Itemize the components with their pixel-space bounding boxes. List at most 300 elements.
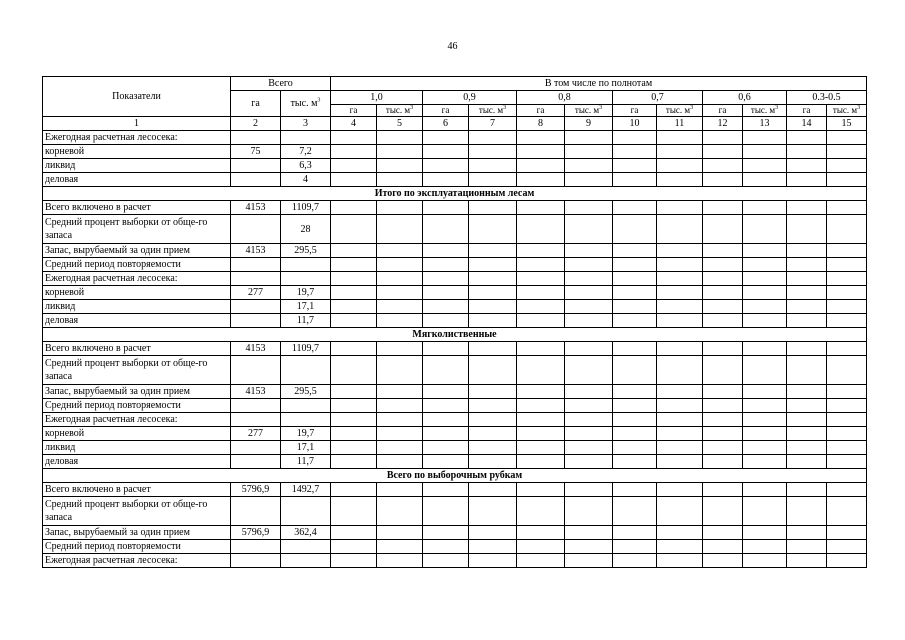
cell-total-ha: 277 bbox=[231, 286, 281, 300]
empty-cell bbox=[743, 159, 787, 173]
table-row bbox=[43, 201, 867, 215]
empty-cell bbox=[377, 244, 423, 258]
empty-cell bbox=[613, 173, 657, 187]
empty-cell bbox=[827, 483, 867, 497]
empty-cell bbox=[703, 413, 743, 427]
empty-cell bbox=[565, 342, 613, 356]
empty-cell bbox=[423, 385, 469, 399]
row-label: корневой bbox=[43, 145, 231, 159]
row-label: Ежегодная расчетная лесосека: bbox=[43, 272, 231, 286]
empty-cell bbox=[331, 526, 377, 540]
column-number: 8 bbox=[517, 117, 565, 131]
cell-total-ha bbox=[231, 413, 281, 427]
column-number: 4 bbox=[331, 117, 377, 131]
empty-cell bbox=[565, 159, 613, 173]
empty-cell bbox=[613, 356, 657, 385]
empty-cell bbox=[703, 356, 743, 385]
empty-cell bbox=[331, 145, 377, 159]
table-row bbox=[43, 356, 867, 385]
row-label: Средний период повторяемости bbox=[43, 258, 231, 272]
empty-cell bbox=[613, 342, 657, 356]
empty-cell bbox=[613, 201, 657, 215]
empty-cell bbox=[331, 385, 377, 399]
empty-cell bbox=[613, 272, 657, 286]
cell-total-ha bbox=[231, 215, 281, 244]
row-label: Средний процент выборки от обще-го запаса bbox=[43, 497, 231, 526]
empty-cell bbox=[377, 159, 423, 173]
row-label: деловая bbox=[43, 455, 231, 469]
table-row bbox=[43, 314, 867, 328]
empty-cell bbox=[517, 258, 565, 272]
empty-cell bbox=[469, 145, 517, 159]
empty-cell bbox=[331, 540, 377, 554]
empty-cell bbox=[565, 244, 613, 258]
subheader-km3: тыс. $м^3$ bbox=[657, 105, 703, 117]
empty-cell bbox=[423, 540, 469, 554]
empty-cell bbox=[565, 413, 613, 427]
empty-cell bbox=[657, 483, 703, 497]
column-number: 6 bbox=[423, 117, 469, 131]
empty-cell bbox=[657, 526, 703, 540]
cell-total-ha bbox=[231, 497, 281, 526]
empty-cell bbox=[377, 300, 423, 314]
empty-cell bbox=[703, 483, 743, 497]
cell-total-ha bbox=[231, 159, 281, 173]
empty-cell bbox=[613, 497, 657, 526]
row-label: Ежегодная расчетная лесосека: bbox=[43, 554, 231, 568]
empty-cell bbox=[565, 131, 613, 145]
empty-cell bbox=[787, 173, 827, 187]
empty-cell bbox=[517, 399, 565, 413]
density-header: 0,8 bbox=[517, 91, 613, 105]
empty-cell bbox=[787, 483, 827, 497]
empty-cell bbox=[787, 497, 827, 526]
empty-cell bbox=[469, 356, 517, 385]
empty-cell bbox=[657, 540, 703, 554]
empty-cell bbox=[743, 455, 787, 469]
column-number: 9 bbox=[565, 117, 613, 131]
empty-cell bbox=[613, 314, 657, 328]
empty-cell bbox=[331, 131, 377, 145]
empty-cell bbox=[423, 215, 469, 244]
empty-cell bbox=[469, 131, 517, 145]
empty-cell bbox=[517, 455, 565, 469]
empty-cell bbox=[517, 272, 565, 286]
subheader-ha: га bbox=[423, 105, 469, 117]
empty-cell bbox=[423, 145, 469, 159]
empty-cell bbox=[743, 356, 787, 385]
empty-cell bbox=[787, 399, 827, 413]
table-row bbox=[43, 483, 867, 497]
column-number: 5 bbox=[377, 117, 423, 131]
empty-cell bbox=[743, 300, 787, 314]
empty-cell bbox=[469, 441, 517, 455]
row-label: Средний период повторяемости bbox=[43, 540, 231, 554]
empty-cell bbox=[703, 554, 743, 568]
row-label: Всего включено в расчет bbox=[43, 201, 231, 215]
empty-cell bbox=[787, 286, 827, 300]
cell-total-km3 bbox=[281, 554, 331, 568]
empty-cell bbox=[377, 173, 423, 187]
density-header: 0.3-0.5 bbox=[787, 91, 867, 105]
empty-cell bbox=[377, 526, 423, 540]
empty-cell bbox=[657, 385, 703, 399]
table-row bbox=[43, 413, 867, 427]
empty-cell bbox=[657, 356, 703, 385]
empty-cell bbox=[703, 455, 743, 469]
empty-cell bbox=[331, 272, 377, 286]
empty-cell bbox=[743, 342, 787, 356]
empty-cell bbox=[827, 455, 867, 469]
empty-cell bbox=[657, 215, 703, 244]
empty-cell bbox=[787, 427, 827, 441]
empty-cell bbox=[827, 258, 867, 272]
subheader-km3: тыс. $м^3$ bbox=[743, 105, 787, 117]
empty-cell bbox=[423, 159, 469, 173]
empty-cell bbox=[565, 540, 613, 554]
empty-cell bbox=[703, 215, 743, 244]
cell-total-km3 bbox=[281, 399, 331, 413]
empty-cell bbox=[565, 385, 613, 399]
empty-cell bbox=[657, 413, 703, 427]
empty-cell bbox=[423, 131, 469, 145]
empty-cell bbox=[787, 201, 827, 215]
cell-total-km3: 28 bbox=[281, 215, 331, 244]
empty-cell bbox=[517, 173, 565, 187]
table-row bbox=[43, 272, 867, 286]
empty-cell bbox=[565, 441, 613, 455]
row-label: ликвид bbox=[43, 300, 231, 314]
empty-cell bbox=[517, 342, 565, 356]
cell-total-ha: 75 bbox=[231, 145, 281, 159]
empty-cell bbox=[743, 272, 787, 286]
empty-cell bbox=[703, 272, 743, 286]
empty-cell bbox=[657, 244, 703, 258]
table-row bbox=[43, 328, 867, 342]
empty-cell bbox=[469, 159, 517, 173]
empty-cell bbox=[703, 427, 743, 441]
empty-cell bbox=[423, 173, 469, 187]
empty-cell bbox=[787, 159, 827, 173]
empty-cell bbox=[703, 159, 743, 173]
cell-total-km3: 17,1 bbox=[281, 300, 331, 314]
empty-cell bbox=[613, 385, 657, 399]
empty-cell bbox=[613, 159, 657, 173]
column-number: 3 bbox=[281, 117, 331, 131]
empty-cell bbox=[423, 356, 469, 385]
empty-cell bbox=[787, 131, 827, 145]
empty-cell bbox=[565, 399, 613, 413]
empty-cell bbox=[787, 272, 827, 286]
empty-cell bbox=[657, 272, 703, 286]
empty-cell bbox=[827, 427, 867, 441]
empty-cell bbox=[657, 201, 703, 215]
cell-total-km3: 7,2 bbox=[281, 145, 331, 159]
cell-total-ha bbox=[231, 272, 281, 286]
empty-cell bbox=[827, 413, 867, 427]
empty-cell bbox=[827, 554, 867, 568]
cell-total-ha bbox=[231, 258, 281, 272]
empty-cell bbox=[377, 427, 423, 441]
empty-cell bbox=[657, 300, 703, 314]
empty-cell bbox=[469, 497, 517, 526]
empty-cell bbox=[613, 441, 657, 455]
empty-cell bbox=[331, 483, 377, 497]
section-heading: Итого по эксплуатационным лесам bbox=[43, 187, 867, 201]
empty-cell bbox=[743, 258, 787, 272]
cell-total-km3: 295,5 bbox=[281, 244, 331, 258]
empty-cell bbox=[377, 286, 423, 300]
empty-cell bbox=[377, 131, 423, 145]
empty-cell bbox=[787, 413, 827, 427]
empty-cell bbox=[743, 413, 787, 427]
empty-cell bbox=[703, 131, 743, 145]
empty-cell bbox=[613, 286, 657, 300]
empty-cell bbox=[331, 554, 377, 568]
empty-cell bbox=[657, 455, 703, 469]
empty-cell bbox=[517, 526, 565, 540]
empty-cell bbox=[423, 314, 469, 328]
row-label: деловая bbox=[43, 314, 231, 328]
empty-cell bbox=[657, 427, 703, 441]
row-label: Всего включено в расчет bbox=[43, 342, 231, 356]
empty-cell bbox=[423, 272, 469, 286]
empty-cell bbox=[469, 215, 517, 244]
cell-total-ha bbox=[231, 441, 281, 455]
empty-cell bbox=[787, 540, 827, 554]
empty-cell bbox=[469, 399, 517, 413]
empty-cell bbox=[565, 286, 613, 300]
cell-total-ha bbox=[231, 455, 281, 469]
empty-cell bbox=[827, 526, 867, 540]
cell-total-km3: 295,5 bbox=[281, 385, 331, 399]
row-label: Средний процент выборки от обще-го запаса bbox=[43, 215, 231, 244]
cell-total-ha: 5796,9 bbox=[231, 526, 281, 540]
empty-cell bbox=[377, 272, 423, 286]
table-row bbox=[43, 540, 867, 554]
column-number: 2 bbox=[231, 117, 281, 131]
empty-cell bbox=[703, 145, 743, 159]
empty-cell bbox=[827, 215, 867, 244]
empty-cell bbox=[743, 441, 787, 455]
empty-cell bbox=[743, 145, 787, 159]
empty-cell bbox=[703, 244, 743, 258]
empty-cell bbox=[331, 356, 377, 385]
subheader-ha: га bbox=[703, 105, 743, 117]
empty-cell bbox=[743, 131, 787, 145]
empty-cell bbox=[743, 244, 787, 258]
empty-cell bbox=[827, 173, 867, 187]
empty-cell bbox=[827, 159, 867, 173]
empty-cell bbox=[423, 441, 469, 455]
empty-cell bbox=[565, 201, 613, 215]
empty-cell bbox=[517, 356, 565, 385]
empty-cell bbox=[469, 244, 517, 258]
empty-cell bbox=[565, 272, 613, 286]
row-label: деловая bbox=[43, 173, 231, 187]
empty-cell bbox=[517, 314, 565, 328]
subheader-ha: га bbox=[613, 105, 657, 117]
empty-cell bbox=[377, 145, 423, 159]
subheader-ha: га bbox=[331, 105, 377, 117]
header-by-density: В том числе по полнотам bbox=[331, 77, 867, 91]
row-label: корневой bbox=[43, 427, 231, 441]
empty-cell bbox=[787, 356, 827, 385]
cell-total-km3: 1492,7 bbox=[281, 483, 331, 497]
empty-cell bbox=[743, 483, 787, 497]
forest-cutting-table bbox=[42, 76, 867, 568]
empty-cell bbox=[827, 342, 867, 356]
empty-cell bbox=[331, 342, 377, 356]
empty-cell bbox=[703, 173, 743, 187]
empty-cell bbox=[331, 286, 377, 300]
cell-total-km3: 17,1 bbox=[281, 441, 331, 455]
table-row bbox=[43, 385, 867, 399]
empty-cell bbox=[743, 427, 787, 441]
empty-cell bbox=[469, 540, 517, 554]
empty-cell bbox=[517, 244, 565, 258]
empty-cell bbox=[377, 455, 423, 469]
empty-cell bbox=[657, 554, 703, 568]
subheader-km3: тыс. $м^3$ bbox=[377, 105, 423, 117]
empty-cell bbox=[331, 173, 377, 187]
cell-total-km3: 1109,7 bbox=[281, 201, 331, 215]
empty-cell bbox=[469, 413, 517, 427]
table-row bbox=[43, 526, 867, 540]
empty-cell bbox=[331, 399, 377, 413]
cell-total-km3: 362,4 bbox=[281, 526, 331, 540]
empty-cell bbox=[517, 497, 565, 526]
empty-cell bbox=[331, 413, 377, 427]
empty-cell bbox=[469, 342, 517, 356]
table-row bbox=[43, 455, 867, 469]
empty-cell bbox=[657, 314, 703, 328]
empty-cell bbox=[743, 399, 787, 413]
empty-cell bbox=[517, 385, 565, 399]
empty-cell bbox=[469, 314, 517, 328]
table-row bbox=[43, 469, 867, 483]
column-number: 11 bbox=[657, 117, 703, 131]
empty-cell bbox=[517, 201, 565, 215]
empty-cell bbox=[469, 258, 517, 272]
empty-cell bbox=[613, 131, 657, 145]
empty-cell bbox=[423, 455, 469, 469]
empty-cell bbox=[827, 497, 867, 526]
table-row bbox=[43, 187, 867, 201]
empty-cell bbox=[613, 554, 657, 568]
cell-total-ha bbox=[231, 356, 281, 385]
empty-cell bbox=[657, 145, 703, 159]
empty-cell bbox=[469, 554, 517, 568]
empty-cell bbox=[613, 526, 657, 540]
table-row bbox=[43, 441, 867, 455]
empty-cell bbox=[423, 483, 469, 497]
empty-cell bbox=[469, 201, 517, 215]
empty-cell bbox=[331, 314, 377, 328]
empty-cell bbox=[517, 540, 565, 554]
table-row bbox=[43, 159, 867, 173]
empty-cell bbox=[517, 131, 565, 145]
empty-cell bbox=[331, 201, 377, 215]
empty-cell bbox=[423, 427, 469, 441]
table-row bbox=[43, 427, 867, 441]
empty-cell bbox=[613, 258, 657, 272]
empty-cell bbox=[565, 173, 613, 187]
empty-cell bbox=[377, 497, 423, 526]
density-header: 0,9 bbox=[423, 91, 517, 105]
empty-cell bbox=[613, 399, 657, 413]
cell-total-km3 bbox=[281, 131, 331, 145]
empty-cell bbox=[517, 554, 565, 568]
empty-cell bbox=[469, 483, 517, 497]
empty-cell bbox=[703, 441, 743, 455]
empty-cell bbox=[377, 554, 423, 568]
table-row bbox=[43, 399, 867, 413]
empty-cell bbox=[827, 131, 867, 145]
table-row bbox=[43, 145, 867, 159]
empty-cell bbox=[377, 314, 423, 328]
cell-total-km3 bbox=[281, 272, 331, 286]
empty-cell bbox=[423, 300, 469, 314]
empty-cell bbox=[827, 272, 867, 286]
empty-cell bbox=[657, 258, 703, 272]
empty-cell bbox=[613, 244, 657, 258]
empty-cell bbox=[469, 385, 517, 399]
empty-cell bbox=[827, 356, 867, 385]
empty-cell bbox=[331, 497, 377, 526]
empty-cell bbox=[469, 526, 517, 540]
empty-cell bbox=[377, 201, 423, 215]
table-row bbox=[43, 131, 867, 145]
header-total-km3: тыс. $м^3$ bbox=[281, 91, 331, 117]
empty-cell bbox=[517, 145, 565, 159]
empty-cell bbox=[787, 145, 827, 159]
empty-cell bbox=[827, 399, 867, 413]
empty-cell bbox=[703, 399, 743, 413]
empty-cell bbox=[613, 413, 657, 427]
empty-cell bbox=[787, 215, 827, 244]
empty-cell bbox=[469, 173, 517, 187]
cell-total-km3: 11,7 bbox=[281, 455, 331, 469]
cell-total-ha bbox=[231, 173, 281, 187]
empty-cell bbox=[657, 441, 703, 455]
column-number: 7 bbox=[469, 117, 517, 131]
empty-cell bbox=[613, 300, 657, 314]
cell-total-km3 bbox=[281, 413, 331, 427]
empty-cell bbox=[377, 215, 423, 244]
empty-cell bbox=[613, 215, 657, 244]
empty-cell bbox=[703, 314, 743, 328]
empty-cell bbox=[787, 441, 827, 455]
cell-total-ha: 277 bbox=[231, 427, 281, 441]
empty-cell bbox=[827, 441, 867, 455]
empty-cell bbox=[743, 554, 787, 568]
empty-cell bbox=[469, 427, 517, 441]
density-header: 0,6 bbox=[703, 91, 787, 105]
table-row bbox=[43, 286, 867, 300]
empty-cell bbox=[377, 540, 423, 554]
table-row bbox=[43, 300, 867, 314]
empty-cell bbox=[565, 497, 613, 526]
row-label: Ежегодная расчетная лесосека: bbox=[43, 131, 231, 145]
empty-cell bbox=[743, 173, 787, 187]
empty-cell bbox=[331, 215, 377, 244]
cell-total-ha bbox=[231, 540, 281, 554]
empty-cell bbox=[613, 427, 657, 441]
empty-cell bbox=[517, 441, 565, 455]
empty-cell bbox=[703, 342, 743, 356]
empty-cell bbox=[423, 342, 469, 356]
